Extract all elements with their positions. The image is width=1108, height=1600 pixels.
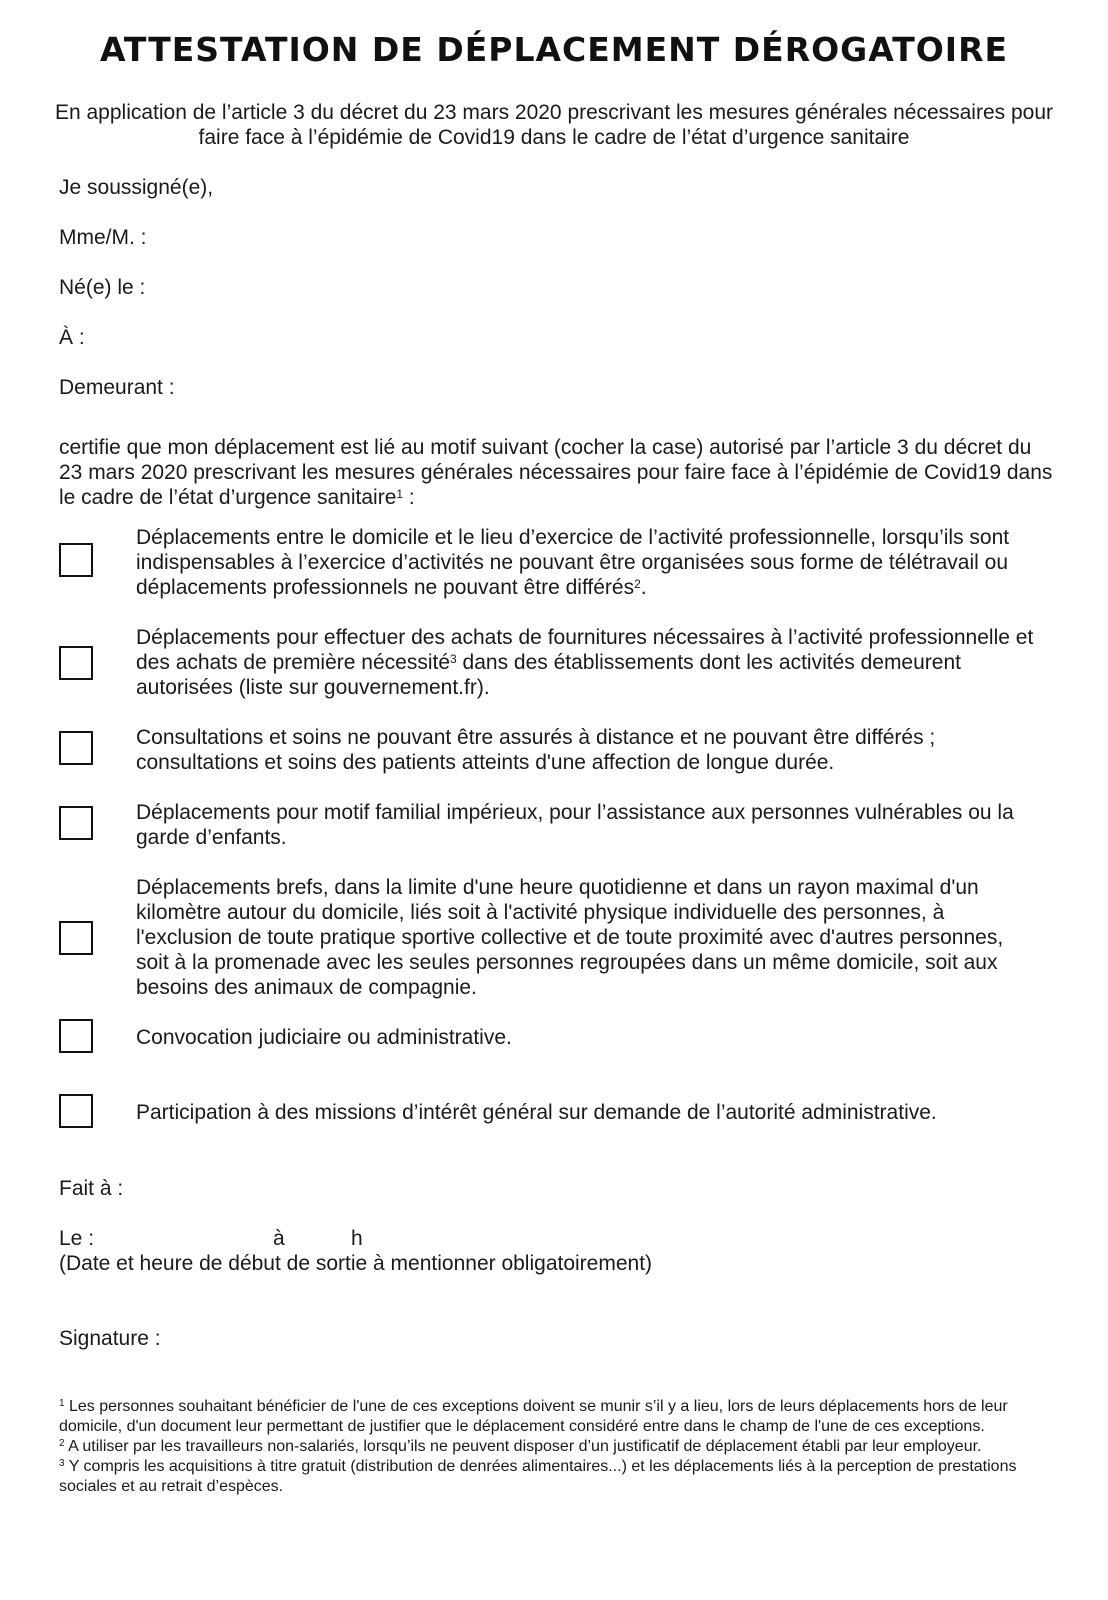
footnote-1 [59,1397,1039,1437]
footnote-ref-2: 2 [634,577,641,591]
footnote-ref-1: 1 [396,487,404,501]
fait-a-field-label[interactable]: Fait à : [59,1177,124,1200]
footnote-3-text: Y compris les acquisitions à titre gratuit (distribution de denrées alimentaires...) et les déplacements liés à la perception de prestations sociales et au retrait d’espèces. [59,1458,1017,1495]
footnote-3 [59,1457,1039,1497]
footnotes [59,1397,1039,1497]
reason-mission-checkbox[interactable] [59,1094,93,1128]
certify-end: : [403,486,415,509]
reason-family-checkbox[interactable] [59,806,93,840]
document-title: ATTESTATION DE DÉPLACEMENT DÉROGATOIRE [99,30,1009,69]
footnote-2 [59,1437,1039,1457]
time-at-label: à [273,1227,285,1250]
reason-purchases-text [136,625,1036,700]
name-field-label[interactable]: Mme/M. : [59,226,147,249]
reason-exercise-checkbox[interactable] [59,921,93,955]
birthplace-field-label[interactable]: À : [59,326,85,349]
reason-purchases-label: Déplacements pour effectuer des achats de fournitures nécessaires à l’activité professionnelle et des achats de première nécessité [136,626,1034,674]
reason-work-checkbox[interactable] [59,543,93,577]
reason-work-end: . [640,576,647,599]
certify-text: certifie que mon déplacement est lié au motif suivant (cocher la case) autorisé par l’article 3 du décret du 23 mars 2020 prescrivant les mesures générales nécessaires pour faire face à l’épidémie de Covid19 dans le cadre de l’état d’urgence sanitaire [59,436,1053,509]
birthdate-field-label[interactable]: Né(e) le : [59,276,146,299]
reason-mission-text: Participation à des missions d’intérêt général sur demande de l’autorité administrative. [136,1101,937,1124]
reason-purchases-end: dans des établissements dont les activités demeurent autorisées (liste sur gouvernement.fr). [136,651,961,699]
reason-family-text: Déplacements pour motif familial impérieux, pour l’assistance aux personnes vulnérables ou la garde d’enfants. [136,801,1014,849]
reason-health-checkbox[interactable] [59,731,93,765]
reason-work-label: Déplacements entre le domicile et le lieu d’exercice de l’activité professionnelle, lorsqu’ils sont indispensables à l’exercice d’activités ne pouvant être organisées sous forme de télétravail ou déplacements professionnels ne pouvant être différés [136,526,1010,599]
footnote-2-text: A utiliser par les travailleurs non-salariés, lorsqu’ils ne peuvent disposer d’un justificatif de déplacement établi par leur employeur. [64,1438,982,1455]
document-subtitle: En application de l’article 3 du décret du 23 mars 2020 prescrivant les mesures générales nécessaires pour faire face à l’épidémie de Covid19 dans le cadre de l’état d’urgence sanitaire [54,101,1054,149]
reason-health-text: Consultations et soins ne pouvant être assurés à distance et ne pouvant être différés ; consultations et soins des patients atteints d'une affection de longue durée. [136,726,936,774]
signature-field-label[interactable]: Signature : [59,1327,161,1350]
certify-paragraph [59,435,1059,510]
reason-exercise-text: Déplacements brefs, dans la limite d'une heure quotidienne et dans un rayon maximal d'un kilomètre autour du domicile, liés soit à l'activité physique individuelle des personnes, à l'exclusion de toute pratique sportive collective et de toute proximité avec d'autres personnes, soit à la promenade avec les seules personnes regroupées dans un même domicile, soit aux besoins des animaux de compagnie. [136,876,1004,999]
footnote-1-number: 1 [59,1398,65,1409]
date-field-label[interactable]: Le : [59,1227,95,1250]
footnote-3-number: 3 [59,1458,65,1469]
hour-label: h [351,1227,363,1250]
reason-summons-text: Convocation judiciaire ou administrative. [136,1026,512,1049]
address-field-label[interactable]: Demeurant : [59,376,175,399]
reason-purchases-checkbox[interactable] [59,646,93,680]
reason-summons-checkbox[interactable] [59,1019,93,1053]
date-note: (Date et heure de début de sortie à mentionner obligatoirement) [59,1252,653,1275]
reason-work-text [136,525,1036,600]
footnote-1-text: Les personnes souhaitant bénéficier de l'une de ces exceptions doivent se munir s’il y a lieu, lors de leurs déplacements hors de leur domicile, d'un document leur permettant de justifier que le déplacement considéré entre dans le champ de l'une de ces exceptions. [59,1398,1008,1435]
footnote-2-number: 2 [59,1438,65,1449]
footnote-ref-3: 3 [450,652,457,666]
soussigne-label: Je soussigné(e), [59,176,214,199]
